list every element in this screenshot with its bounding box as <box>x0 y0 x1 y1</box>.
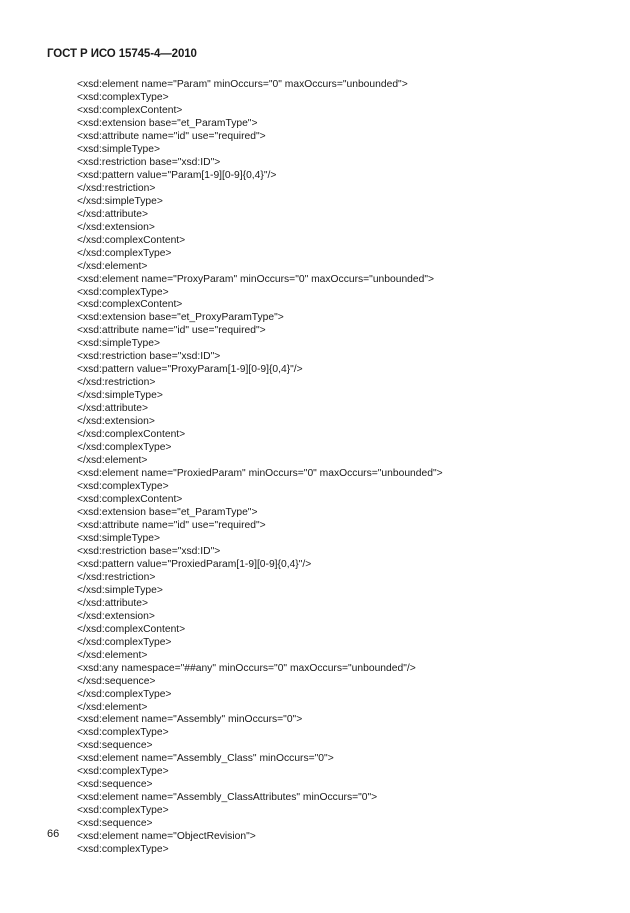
code-line: <xsd:attribute name="id" use="required"> <box>77 325 266 337</box>
code-line: </xsd:element> <box>77 260 148 272</box>
code-line: <xsd:element name="Assembly_ClassAttributes" minOccurs="0"> <box>77 792 378 804</box>
code-line: <xsd:complexType> <box>77 844 169 856</box>
code-line: </xsd:restriction> <box>77 377 156 389</box>
code-line: </xsd:sequence> <box>77 675 156 687</box>
code-line: </xsd:simpleType> <box>77 195 163 207</box>
code-line: <xsd:restriction base="xsd:ID"> <box>77 351 221 363</box>
code-line: </xsd:extension> <box>77 610 155 622</box>
code-line: <xsd:element name="ProxiedParam" minOccurs="0" maxOccurs="unbounded"> <box>77 468 443 480</box>
code-line: </xsd:element> <box>77 701 148 713</box>
code-line: <xsd:attribute name="id" use="required"> <box>77 519 266 531</box>
code-line: </xsd:complexType> <box>77 442 172 454</box>
code-line: <xsd:element name="Assembly" minOccurs="0"> <box>77 714 303 726</box>
code-line: <xsd:pattern value="Param[1-9][0-9]{0,4}"/> <box>77 169 277 181</box>
code-line: </xsd:attribute> <box>77 208 148 220</box>
code-line: <xsd:element name="Param" minOccurs="0" maxOccurs="unbounded"> <box>77 79 408 90</box>
code-line: </xsd:complexContent> <box>77 623 186 635</box>
code-line: <xsd:extension base="et_ProxyParamType"> <box>77 312 284 324</box>
code-line: <xsd:element name="ProxyParam" minOccurs="0" maxOccurs="unbounded"> <box>77 273 435 285</box>
code-line: <xsd:sequence> <box>77 740 153 752</box>
code-line: </xsd:simpleType> <box>77 390 163 402</box>
code-line: <xsd:pattern value="ProxyParam[1-9][0-9]{0,4}"/> <box>77 364 303 376</box>
document-header: ГОСТ Р ИСО 15745-4—2010 <box>47 48 197 60</box>
code-line: <xsd:complexContent> <box>77 494 183 505</box>
code-line: </xsd:extension> <box>77 221 155 233</box>
code-line: <xsd:restriction base="xsd:ID"> <box>77 156 221 168</box>
code-line: </xsd:restriction> <box>77 182 156 194</box>
code-line: <xsd:extension base="et_ParamType"> <box>77 117 258 129</box>
code-line: <xsd:pattern value="ProxiedParam[1-9][0-9]{0,4}"/> <box>77 558 312 570</box>
code-line: <xsd:complexType> <box>77 805 169 817</box>
code-line: </xsd:attribute> <box>77 403 148 415</box>
code-line: </xsd:extension> <box>77 416 155 428</box>
code-line: </xsd:complexContent> <box>77 234 186 246</box>
code-line: <xsd:simpleType> <box>77 143 160 155</box>
code-line: <xsd:attribute name="id" use="required"> <box>77 130 266 142</box>
code-line: </xsd:complexType> <box>77 688 172 700</box>
code-line: <xsd:extension base="et_ParamType"> <box>77 506 258 518</box>
code-line: <xsd:sequence> <box>77 779 153 791</box>
code-line: <xsd:complexType> <box>77 91 169 103</box>
code-line: <xsd:complexContent> <box>77 299 183 311</box>
code-line: </xsd:complexType> <box>77 247 172 259</box>
code-line: </xsd:complexContent> <box>77 429 186 441</box>
code-line: <xsd:complexType> <box>77 727 169 739</box>
code-line: </xsd:element> <box>77 649 148 661</box>
code-line: <xsd:element name="ObjectRevision"> <box>77 831 256 843</box>
code-line: <xsd:complexType> <box>77 766 169 778</box>
page-number: 66 <box>47 828 60 840</box>
code-line: </xsd:simpleType> <box>77 584 163 596</box>
code-line: <xsd:any namespace="##any" minOccurs="0" maxOccurs="unbounded"/> <box>77 662 416 674</box>
code-line: <xsd:complexType> <box>77 286 169 298</box>
code-line: <xsd:restriction base="xsd:ID"> <box>77 545 221 557</box>
code-line: <xsd:complexContent> <box>77 104 183 116</box>
code-line: <xsd:simpleType> <box>77 338 160 350</box>
code-line: </xsd:attribute> <box>77 597 148 609</box>
xsd-code-listing <box>77 79 443 857</box>
code-line: </xsd:complexType> <box>77 636 172 648</box>
code-line: <xsd:simpleType> <box>77 532 160 544</box>
code-line: </xsd:element> <box>77 455 148 467</box>
code-line: <xsd:sequence> <box>77 818 153 830</box>
code-line: <xsd:element name="Assembly_Class" minOccurs="0"> <box>77 753 334 765</box>
code-line: </xsd:restriction> <box>77 571 156 583</box>
code-line: <xsd:complexType> <box>77 481 169 493</box>
